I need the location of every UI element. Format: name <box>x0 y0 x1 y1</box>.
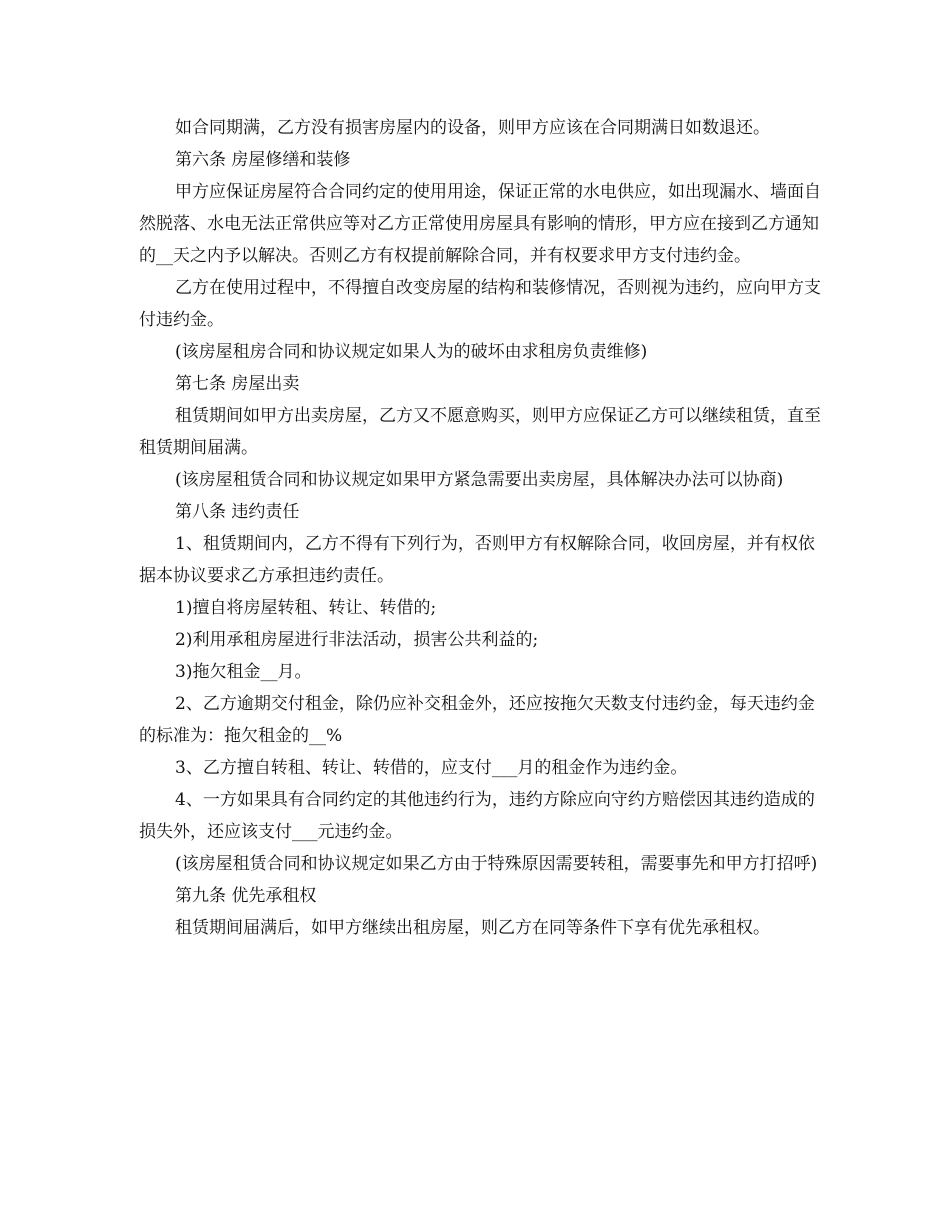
clause-8-3: 3、乙方擅自转租、转让、转借的，应支付___月的租金作为违约金。 <box>175 758 688 778</box>
clause-8-2: 2、乙方逾期交付租金，除仍应补交租金外，还应按拖欠天数支付违约金，每天违约金的标准为：拖欠租金的__% <box>139 694 815 746</box>
paragraph-priority-lease: 租赁期间届满后，如甲方继续出租房屋，则乙方在同等条件下享有优先承租权。 <box>175 918 770 938</box>
clause-8-1: 1、租赁期间内，乙方不得有下列行为，否则甲方有权解除合同，收回房屋，并有权依据本协议要求乙方承担违约责任。 <box>139 534 815 586</box>
heading-article-7: 第七条 房屋出卖 <box>175 374 300 394</box>
note-sublease: (该房屋租赁合同和协议规定如果乙方由于特殊原因需要转租，需要事先和甲方打招呼) <box>175 854 818 874</box>
clause-8-1-item-3: 3)拖欠租金__月。 <box>175 662 312 682</box>
paragraph-no-structural-change: 乙方在使用过程中，不得擅自改变房屋的结构和装修情况，否则视为违约，应向甲方支付违约金。 <box>139 278 821 330</box>
paragraph-repair-duty: 甲方应保证房屋符合合同约定的使用用途，保证正常的水电供应，如出现漏水、墙面自然脱落、水电无法正常供应等对乙方正常使用房屋具有影响的情形，甲方应在接到乙方通知的__天之内予以解决。否则乙方有权提前解除合同，并有权要求甲方支付违约金。 <box>139 182 821 266</box>
clause-8-1-item-1: 1)擅自将房屋转租、转让、转借的; <box>175 598 437 618</box>
paragraph-deposit-return: 如合同期满，乙方没有损害房屋内的设备，则甲方应该在合同期满日如数退还。 <box>175 118 770 138</box>
heading-article-9: 第九条 优先承租权 <box>175 886 317 906</box>
heading-article-6: 第六条 房屋修缮和装修 <box>175 150 351 170</box>
note-repair-responsibility: (该房屋租房合同和协议规定如果人为的破坏由求租房负责维修) <box>175 342 648 362</box>
paragraph-house-sale: 租赁期间如甲方出卖房屋，乙方又不愿意购买，则甲方应保证乙方可以继续租赁，直至租赁期间届满。 <box>139 406 821 458</box>
document-body <box>139 112 829 944</box>
clause-8-1-item-2: 2)利用承租房屋进行非法活动，损害公共利益的; <box>175 630 539 650</box>
clause-8-4: 4、一方如果具有合同约定的其他违约行为，违约方除应向守约方赔偿因其违约造成的损失外，还应该支付___元违约金。 <box>139 790 815 842</box>
heading-article-8: 第八条 违约责任 <box>175 502 300 522</box>
note-house-sale: (该房屋租赁合同和协议规定如果甲方紧急需要出卖房屋，具体解决办法可以协商) <box>175 470 784 490</box>
